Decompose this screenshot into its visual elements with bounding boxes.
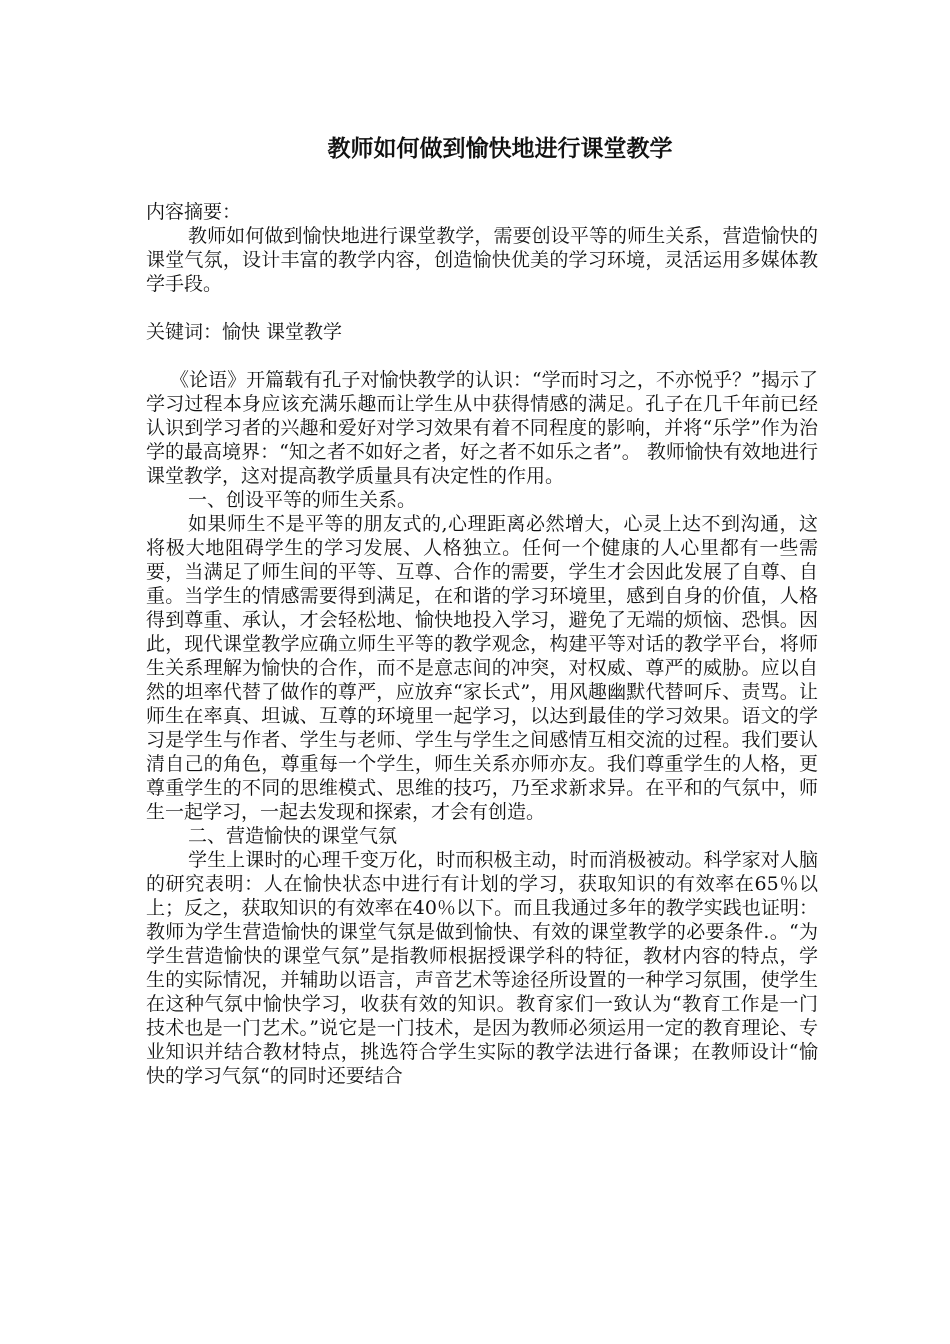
intro-paragraph: 《论语》开篇载有孔子对愉快教学的认识：“学而时习之，不亦悦乎？”揭示了学习过程本身应该充满乐趣而让学生从中获得情感的满足。孔子在几千年前已经认识到学习者的兴趣和爱好对学习效果有着不同程度的影响，并将“乐学”作为治学的最高境界：“知之者不如好之者，好之者不如乐之者”。 教师愉快有效地进行课堂教学，这对提高教学质量具有决定性的作用。 (146, 369, 818, 487)
spacer (146, 296, 818, 320)
section1-paragraph: 如果师生不是平等的朋友式的,心理距离必然增大，心灵上达不到沟通，这将极大地阻碍学生的学习发展、人格独立。任何一个健康的人心里都有一些需要，当满足了师生间的平等、互尊、合作的需要，学生才会因此发展了自尊、自重。当学生的情感需要得到满足，在和谐的学习环境里，感到自身的价值，人格得到尊重、承认，才会轻松地、愉快地投入学习，避免了无端的烦恼、恐惧。因此，现代课堂教学应确立师生平等的教学观念，构建平等对话的教学平台，将师生关系理解为愉快的合作，而不是意志间的冲突，对权威、尊严的威胁。应以自然的坦率代替了做作的尊严，应放弃“家长式”，用风趣幽默代替呵斥、责骂。让师生在率真、坦诚、互尊的环境里一起学习，以达到最佳的学习效果。语文的学习是学生与作者、学生与老师、学生与学生之间感情互相交流的过程。我们要认清自己的角色，尊重每一个学生，师生关系亦师亦友。我们尊重学生的人格，更尊重学生的不同的思维模式、思维的技巧，乃至求新求异。在平和的气氛中，师生一起学习，一起去发现和探索，才会有创造。 (146, 513, 818, 823)
document-page (146, 128, 818, 1088)
keywords: 关键词：愉快 课堂教学 (146, 321, 343, 343)
section2-heading: 二、营造愉快的课堂气氛 (188, 825, 398, 847)
section2-paragraph: 学生上课时的心理千变万化，时而积极主动，时而消极被动。科学家对人脑的研究表明：人在愉快状态中进行有计划的学习，获取知识的有效率在65％以上；反之，获取知识的有效率在40％以下。而且我通过多年的教学实践也证明：教师为学生营造愉快的课堂气氛是做到愉快、有效的课堂教学的必要条件.。“为学生营造愉快的课堂气氛”是指教师根据授课学科的特征，教材内容的特点，学生的实际情况，并辅助以语言，声音艺术等途径所设置的一种学习氛围，使学生在这种气氛中愉快学习，收获有效的知识。教育家们一致认为“教育工作是一门技术也是一门艺术。”说它是一门技术，是因为教师必须运用一定的教育理论、专业知识并结合教材特点，挑选符合学生实际的教学法进行备课；在教师设计“愉快的学习气氛“的同时还要结合 (146, 849, 818, 1087)
abstract-text: 教师如何做到愉快地进行课堂教学，需要创设平等的师生关系，营造愉快的课堂气氛，设计丰富的教学内容，创造愉快优美的学习环境，灵活运用多媒体教学手段。 (146, 225, 818, 295)
spacer (146, 344, 818, 368)
abstract-label: 内容摘要： (146, 201, 242, 223)
section1-heading: 一、创设平等的师生关系。 (188, 489, 417, 511)
document-title: 教师如何做到愉快地进行课堂教学 (327, 135, 673, 162)
